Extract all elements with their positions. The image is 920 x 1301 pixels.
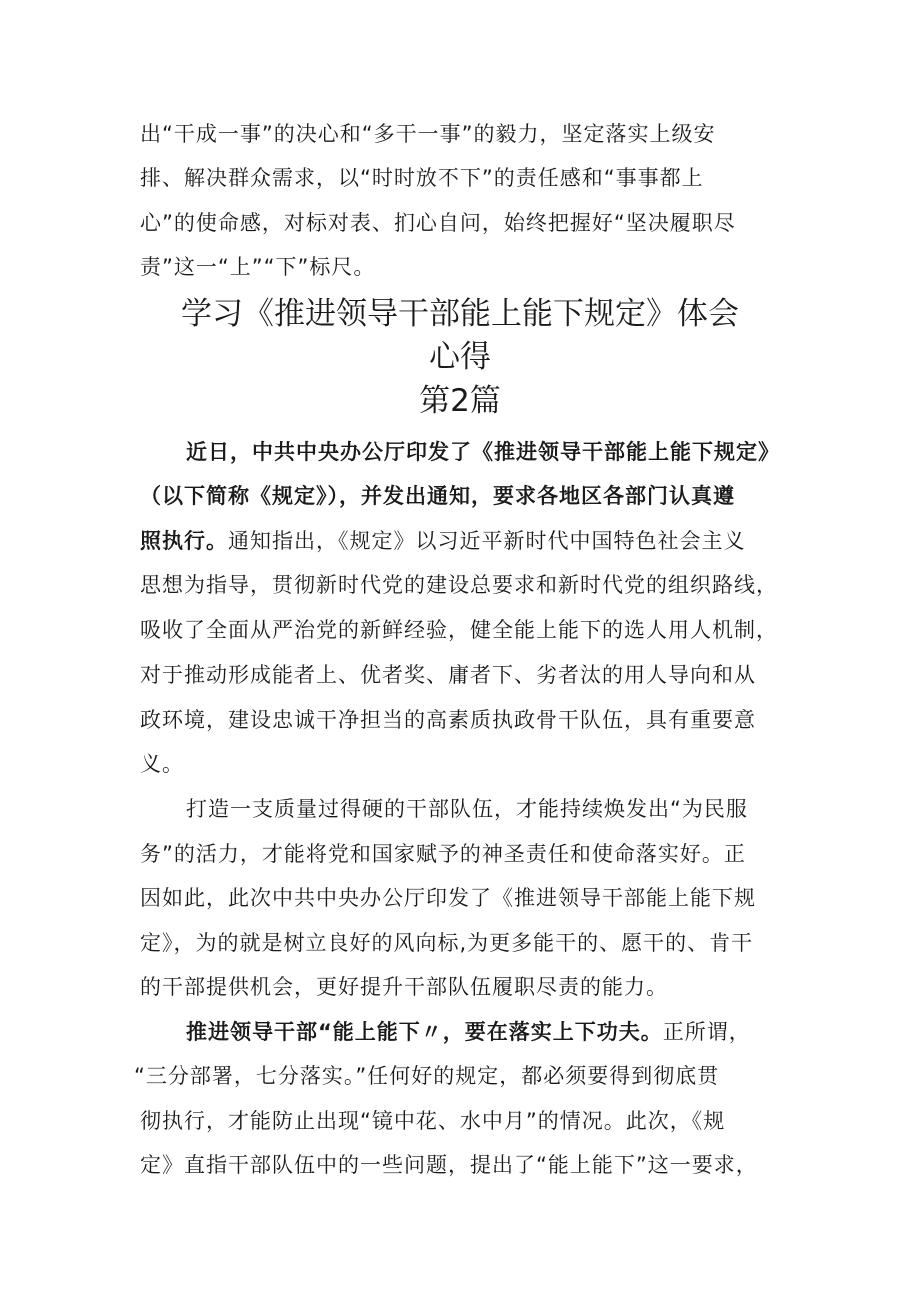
p3-line: 彻执行，才能防止出现“镜中花、水中月”的情况。此次，《规 — [140, 1109, 726, 1133]
article-title-line1: 学习《推进领导干部能上能下规定》体会 — [181, 296, 739, 332]
p3-line: 定》直指干部队伍中的一些问题，提出了“能上能下”这一要求， — [140, 1153, 758, 1177]
p1-line: 思想为指导，贯彻新时代党的建设总要求和新时代党的组织路线， — [140, 573, 778, 597]
intro-line: 责”这一“上”“下”标尺。 — [140, 255, 376, 279]
p2-line: 务”的活力，才能将党和国家赋予的神圣责任和使命落实好。正 — [140, 842, 746, 866]
p2-line: 因如此，此次中共中央办公厅印发了《推进领导干部能上能下规 — [140, 886, 756, 910]
p1-line: 义。 — [140, 752, 184, 776]
p1-line: 对于推动形成能者上、优者奖、庸者下、劣者汰的用人导向和从 — [140, 663, 756, 687]
p1-line-bold: （以下简称《规定》），并发出通知，要求各地区各部门认真遵 — [140, 484, 735, 508]
p2-line: 的干部提供机会，更好提升干部队伍履职尽责的能力。 — [140, 975, 668, 999]
p1-bold-span: 照执行。 — [140, 529, 228, 553]
intro-line: 排、解决群众需求，以“时时放不下”的责任感和“事事都上 — [140, 166, 704, 190]
p1-rest-span: 通知指出，《规定》以习近平新时代中国特色社会主义 — [228, 529, 746, 553]
p3-bold-span: 推进领导干部“能上能下〃，要在落实上下功夫。 — [186, 1020, 663, 1044]
p3-line-mixed — [186, 1017, 751, 1047]
intro-line: 出“干成一事”的决心和“多干一事”的毅力，坚定落实上级安 — [140, 122, 716, 146]
p1-line-mixed — [140, 526, 746, 556]
p1-line: 吸收了全面从严治党的新鲜经验，健全能上能下的选人用人机制， — [140, 618, 778, 642]
p1-line-bold: 近日，中共中央办公厅印发了《推进领导干部能上能下规定》 — [186, 440, 780, 464]
p3-line: “三分部署，七分落实。”任何好的规定，都必须要得到彻底贯 — [134, 1064, 720, 1088]
p2-line: 打造一支质量过得硬的干部队伍，才能持续焕发出“为民服 — [186, 797, 748, 821]
article-title-line2: 心得 — [429, 339, 491, 375]
p1-line: 政环境，建设忠诚干净担当的高素质执政骨干队伍，具有重要意 — [140, 708, 756, 732]
p2-line: 定》，为的就是树立良好的风向标,为更多能干的、愿干的、肯干 — [140, 931, 754, 955]
intro-line: 心”的使命感，对标对表、扪心自问，始终把握好“坚决履职尽 — [140, 211, 736, 235]
article-subtitle: 第2篇 — [419, 383, 501, 419]
p3-rest-span: 正所谓， — [662, 1020, 751, 1044]
